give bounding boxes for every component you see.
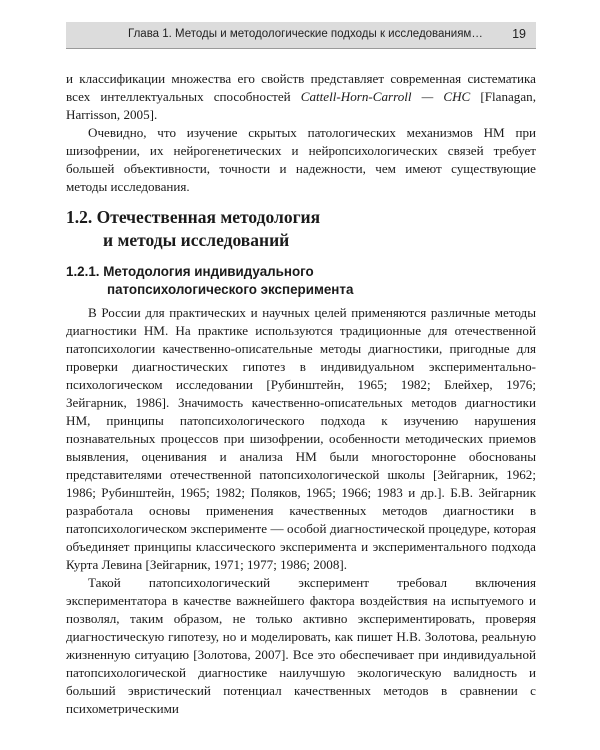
intro-paragraph-2: Очевидно, что изучение скрытых патологических механизмов НМ при шизофрении, их нейрогенетических и нейропсихологических связей требует большей объективности, точности и надежности, чем имеют существующие методы исследования.	[66, 125, 536, 194]
chapter-title: Глава 1. Методы и методологические подходы к исследованиям…	[128, 28, 483, 40]
subsection-title-line2: патопсихологического эксперимента	[107, 282, 354, 297]
intro-citation: [Flanagan, Harrisson, 2005].	[66, 89, 536, 122]
body-paragraph-1: В России для практических и научных целей применяются различные методы диагностики НМ. На практике используются традиционные для отечественной патопсихологии качественно-описательные методы диагностики, пригодные для проверки диагностических гипотез в индивидуальном экспериментально-психологическом исследовании [Рубинштейн, 1965; 1982; Блейхер, 1976; Зейгарник, 1986]. Значимость качественно-описательных методов диагностики НМ, принципы патопсихологического подхода к изучению нарушения познавательных процессов при шизофрении, особенности методических приемов выявления, оценивания и анализа НМ были многосторонне обоснованы представителями отечественной патопсихологической школы [Зейгарник, 1962; 1986; Рубинштейн, 1965; 1982; Поляков, 1965; 1966; 1983 и др.]. Б.В. Зейгарник разработала основы применения качественных методов диагностики в патопсихологическом эксперименте — особой диагностической процедуре, которая объединяет принципы классического эксперимента и экспериментального подхода Курта Левина [Зейгарник, 1971; 1977; 1986; 2008].	[66, 305, 536, 572]
subsection-number: 1.2.1.	[66, 264, 100, 279]
section-title-line1: Отечественная методология	[96, 207, 321, 227]
body-paragraph-2: Такой патопсихологический эксперимент требовал включения экспериментатора в качестве важнейшего фактора воздействия на испытуемого и позволял, таким образом, не только активно экспериментировать, проверяя диагностическую гипотезу, но и моделировать, как пишет Н.В. Золотова, реальную жизненную ситуацию [Золотова, 2007]. Все это обеспечивает при индивидуальной патопсихологической диагностике наилучшую экологическую валидность и больший эвристический потенциал качественных методов в сравнении с психометрическими	[66, 575, 536, 716]
page-number: 19	[512, 27, 526, 41]
subsection-heading	[66, 263, 536, 299]
subsection-title-line1: Методология индивидуального	[103, 264, 314, 279]
section-number: 1.2.	[66, 207, 93, 227]
intro-paragraph-1	[66, 70, 536, 124]
section-title-line2: и методы исследований	[103, 230, 290, 250]
main-text	[66, 304, 536, 718]
chc-term: Cattell-Horn-Carroll — CHC	[300, 89, 471, 104]
intro-block	[66, 70, 536, 196]
running-header	[66, 22, 536, 49]
intro-paragraph-1-text: и классификации множества его свойств представляет современная систематика всех интеллектуальных способностей	[66, 71, 536, 104]
section-heading	[66, 206, 536, 252]
